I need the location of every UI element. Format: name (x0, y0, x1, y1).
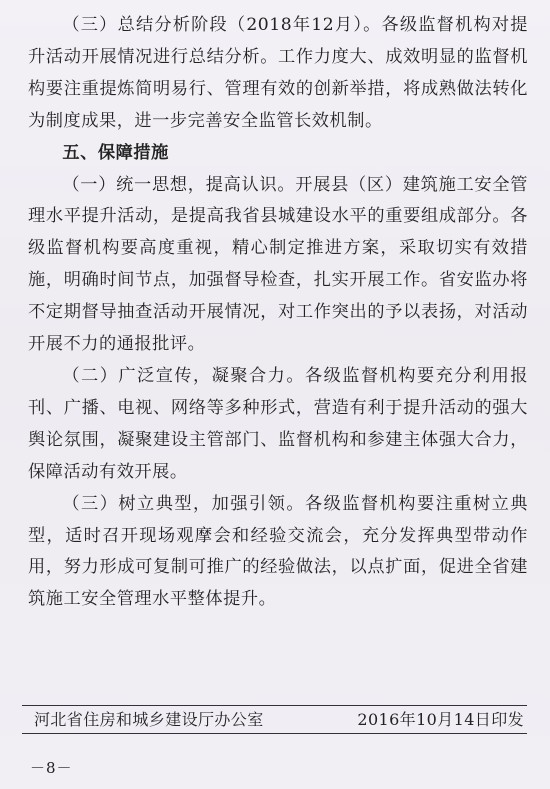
document-body (28, 10, 528, 616)
footer-issuer: 河北省住房和城乡建设厅办公室 (34, 710, 264, 729)
section-heading-safeguards: 五、保障措施 (62, 142, 169, 163)
paragraph-publicity: （二）广泛宣传，凝聚合力。各级监督机构要充分利用报刊、广播、电视、网络等多种形式，营造有利于提升活动的强大舆论氛围，凝聚建设主管部门、监督机构和参建主体强大合力，保障活动有效开展。 (28, 365, 528, 482)
paragraph-summary-stage: （三）总结分析阶段（2018年12月）。各级监督机构对提升活动开展情况进行总结分析。工作力度大、成效明显的监督机构要注重提炼简明易行、管理有效的创新举措，将成熟做法转化为制度成果，进一步完善安全监管长效机制。 (28, 15, 528, 131)
page-number: －8－ (30, 759, 73, 777)
paragraph-set-examples: （三）树立典型，加强引领。各级监督机构要注重树立典型，适时召开现场观摩会和经验交流会，充分发挥典型带动作用，努力形成可复制可推广的经验做法，以点扩面，促进全省建筑施工安全管理水平整体提升。 (28, 493, 528, 610)
footer-top-rule (22, 705, 527, 706)
footer-bottom-rule (22, 733, 527, 734)
footer-print-date: 2016年10月14日印发 (357, 710, 524, 729)
paragraph-unify-thinking: （一）统一思想，提高认识。开展县（区）建筑施工安全管理水平提升活动，是提高我省县城建设水平的重要组成部分。各级监督机构要高度重视，精心制定推进方案，采取切实有效措施，明确时间节点，加强督导检查，扎实开展工作。省安监办将不定期督导抽查活动开展情况，对工作突出的予以表扬，对活动开展不力的通报批评。 (28, 174, 528, 355)
